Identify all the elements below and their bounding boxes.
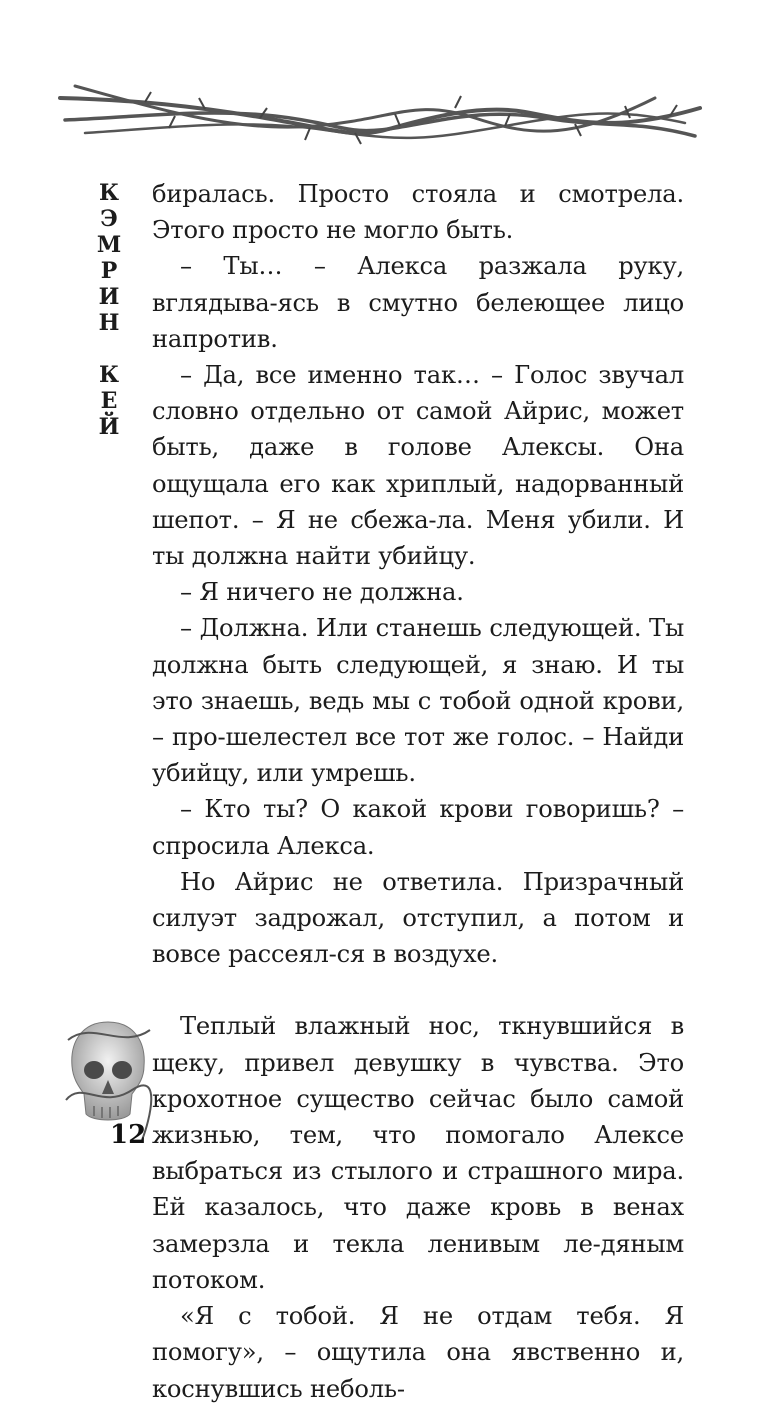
paragraph: – Да, все именно так… – Голос звучал словно отдельно от самой Айрис, может быть, даже в голове Алексы. Она ощущала его как хриплый, надорванный шепот. – Я не сбежа-ла. Меня убили. И ты должна найти убийцу. [152, 361, 684, 571]
author-letter: Р [100, 258, 118, 284]
author-letter: Н [98, 310, 120, 336]
paragraph: – Ты… – Алекса разжала руку, вглядыва-ясь в смутно белеющее лицо напротив. [152, 252, 684, 353]
paragraph: «Я с тобой. Я не отдам тебя. Я помогу», – ощутила она явственно и, коснувшись неболь- [152, 1302, 684, 1403]
author-letter: Й [98, 414, 120, 440]
thorny-vine-ornament-icon [55, 78, 705, 168]
paragraph: – Должна. Или станешь следующей. Ты должна быть следующей, я знаю. И ты это знаешь, ведь мы с тобой одной крови, – про-шелестел все тот же голос. – Найди убийцу, или умрешь. [152, 614, 684, 788]
author-name-vertical [84, 180, 134, 440]
paragraph: биралась. Просто стояла и смотрела. Этого просто не могло быть. [152, 180, 684, 245]
author-letter: Е [100, 388, 118, 414]
paragraph: Теплый влажный нос, ткнувшийся в щеку, привел девушку в чувства. Это крохотное существо сейчас было самой жизнью, тем, что помогало Алексе выбраться из стылого и страшного мира. Ей казалось, что даже кровь в венах замерзла и текла ленивым ле-дяным потоком. [152, 1012, 684, 1294]
paragraph: Но Айрис не ответила. Призрачный силуэт задрожал, отступил, а потом и вовсе рассеял-ся в воздухе. [152, 867, 684, 969]
paragraph: – Кто ты? О какой крови говоришь? – спросила Алекса. [152, 795, 684, 860]
page-body-text [152, 176, 684, 1407]
paragraph: – Я ничего не должна. [180, 578, 464, 607]
author-letter: М [96, 232, 122, 258]
author-letter: К [98, 362, 119, 388]
author-letter: И [98, 284, 120, 310]
author-letter: Э [100, 206, 118, 232]
page-number: 12 [110, 1120, 147, 1150]
author-letter: К [98, 180, 119, 206]
